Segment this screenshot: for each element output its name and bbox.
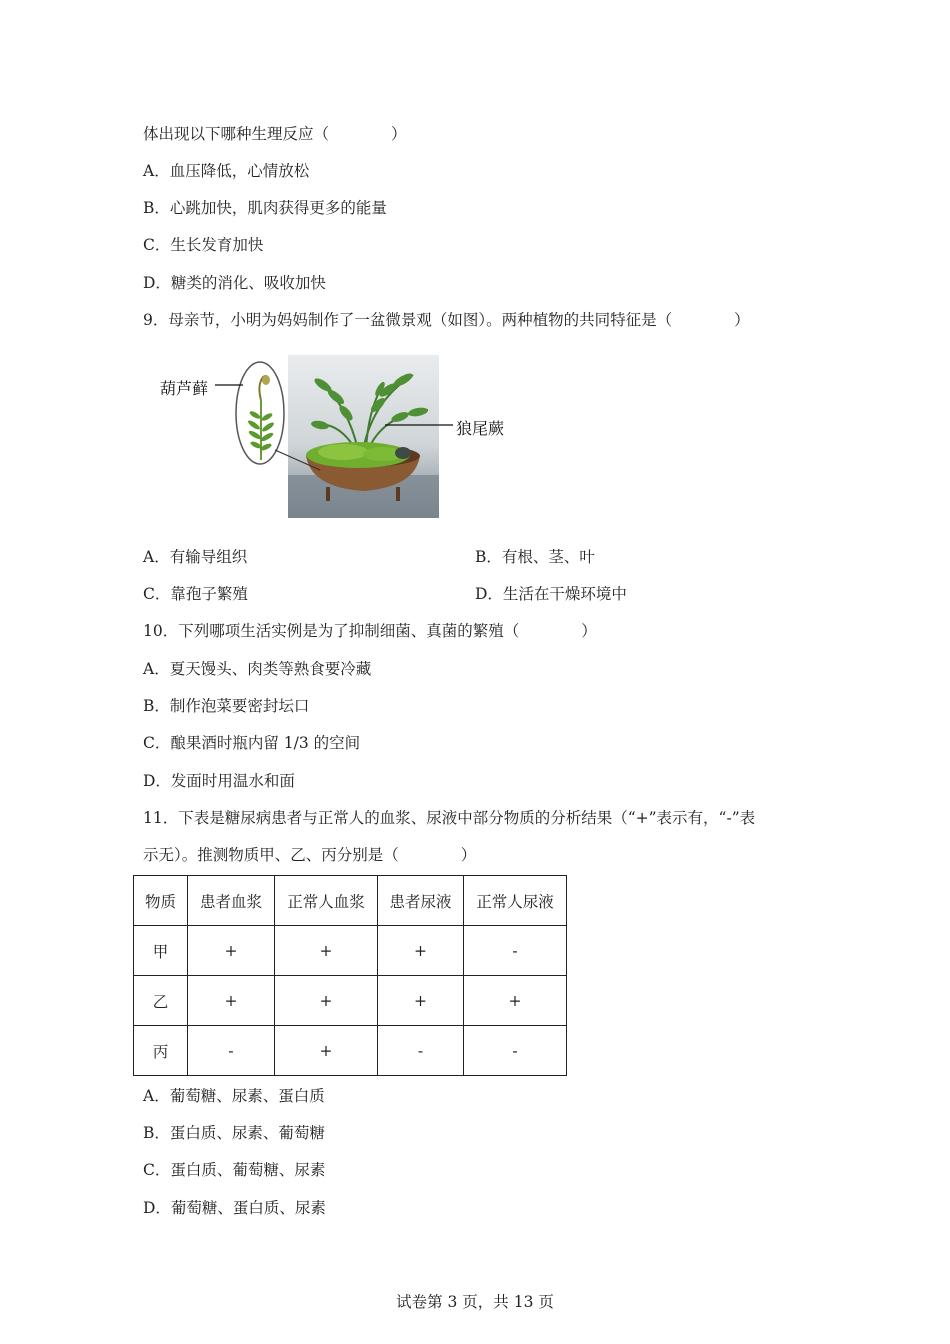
q9-stem: 9．母亲节，小明为妈妈制作了一盆微景观（如图）。两种植物的共同特征是（ ）: [143, 311, 750, 329]
q10-option-b: B．制作泡菜要密封坛口: [143, 697, 310, 715]
q8-option-c: C．生长发育加快: [143, 236, 264, 254]
table-header-cell: 物质: [134, 876, 188, 926]
table-cell: 甲: [134, 926, 188, 976]
q11-option-a: A．葡萄糖、尿素、蛋白质: [143, 1087, 325, 1105]
q10-option-c: C．酿果酒时瓶内留 1/3 的空间: [143, 734, 361, 752]
table-row: [134, 926, 567, 976]
table-cell: +: [378, 926, 464, 976]
table-cell: -: [464, 926, 567, 976]
table-cell: +: [188, 976, 275, 1026]
table-cell: +: [378, 976, 464, 1026]
table-cell: +: [275, 1026, 378, 1076]
table-cell: 丙: [134, 1026, 188, 1076]
table-cell: -: [464, 1026, 567, 1076]
q9-option-a: A．有输导组织: [143, 548, 248, 566]
table-cell: +: [275, 926, 378, 976]
q9-option-d: D．生活在干燥环境中: [475, 585, 627, 603]
page-footer: 试卷第 3 页，共 13 页: [396, 1293, 554, 1311]
q10-stem: 10．下列哪项生活实例是为了抑制细菌、真菌的繁殖（ ）: [143, 622, 597, 640]
q8-stem-tail: 体出现以下哪种生理反应（ ）: [143, 125, 407, 143]
q9-option-c: C．靠孢子繁殖: [143, 585, 248, 603]
table-cell: +: [188, 926, 275, 976]
q11-option-d: D．葡萄糖、蛋白质、尿素: [143, 1199, 326, 1217]
table-header-row: [134, 876, 567, 926]
table-cell: +: [275, 976, 378, 1026]
q10-option-a: A．夏天馒头、肉类等熟食要冷藏: [143, 660, 372, 678]
analysis-table: [133, 875, 567, 1076]
q11-stem-line1: 11．下表是糖尿病患者与正常人的血浆、尿液中部分物质的分析结果（“+”表示有，“-”表: [143, 809, 756, 827]
q11-option-b: B．蛋白质、尿素、葡萄糖: [143, 1124, 325, 1142]
q9-option-b: B．有根、茎、叶: [475, 548, 595, 566]
q10-option-d: D．发面时用温水和面: [143, 772, 295, 790]
table-header-cell: 患者血浆: [188, 876, 275, 926]
label-moss: 葫芦藓: [160, 379, 209, 398]
q8-option-b: B．心跳加快，肌肉获得更多的能量: [143, 199, 387, 217]
q11-option-c: C．蛋白质、葡萄糖、尿素: [143, 1161, 326, 1179]
table-header-cell: 正常人尿液: [464, 876, 567, 926]
table-row: [134, 976, 567, 1026]
table-cell: -: [188, 1026, 275, 1076]
table-header-cell: 正常人血浆: [275, 876, 378, 926]
q11-stem-line2: 示无）。推测物质甲、乙、丙分别是（ ）: [143, 846, 477, 864]
table-cell: -: [378, 1026, 464, 1076]
label-fern: 狼尾蕨: [456, 419, 505, 438]
table-cell: 乙: [134, 976, 188, 1026]
table-cell: +: [464, 976, 567, 1026]
q8-option-d: D．糖类的消化、吸收加快: [143, 274, 326, 292]
q8-option-a: A．血压降低，心情放松: [143, 162, 310, 180]
table-header-cell: 患者尿液: [378, 876, 464, 926]
table-row: [134, 1026, 567, 1076]
